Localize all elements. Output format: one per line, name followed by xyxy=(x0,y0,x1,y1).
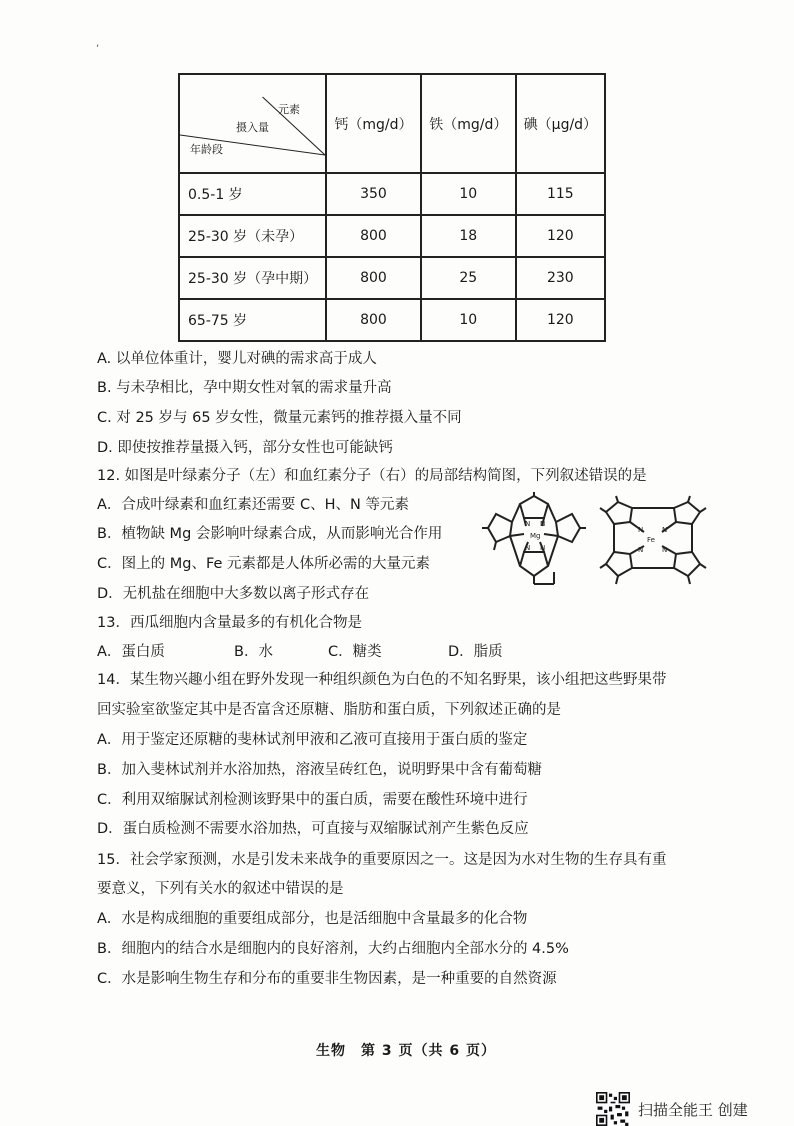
n-label: N xyxy=(525,544,531,552)
q14-option-a: A．用于鉴定还原糖的斐林试剂甲液和乙液可直接用于蛋白质的鉴定 xyxy=(97,732,528,748)
table-row xyxy=(179,173,605,215)
scanner-watermark xyxy=(596,1092,748,1126)
iodine-cell: 115 xyxy=(516,173,605,215)
n-label: N xyxy=(662,526,668,534)
n-label: N xyxy=(525,520,531,528)
iron-cell: 25 xyxy=(421,257,516,299)
n-label: N xyxy=(540,520,546,528)
q12-option-d: D．无机盐在细胞中大多数以离子形式存在 xyxy=(97,586,370,602)
q14-option-c: C．利用双缩脲试剂检测该野果中的蛋白质，需要在酸性环境中进行 xyxy=(97,792,528,808)
qr-code-icon xyxy=(596,1092,630,1126)
iron-cell: 18 xyxy=(421,215,516,257)
q15-stem-line2: 要意义，下列有关水的叙述中错误的是 xyxy=(97,881,344,897)
q11-option-c: C. 对 25 岁与 65 岁女性，微量元素钙的推荐摄入量不同 xyxy=(97,410,462,426)
iodine-cell: 230 xyxy=(516,257,605,299)
header-iodine: 碘（μg/d） xyxy=(516,74,605,173)
q12-option-b: B．植物缺 Mg 会影响叶绿素合成，从而影响光合作用 xyxy=(97,526,443,542)
q11-option-a: A. 以单位体重计，婴儿对碘的需求高于成人 xyxy=(97,351,377,367)
q14-stem-line2: 回实验室欲鉴定其中是否富含还原糖、脂肪和蛋白质，下列叙述正确的是 xyxy=(97,702,561,718)
q11-option-d: D. 即使按推荐量摄入钙，部分女性也可能缺钙 xyxy=(97,440,393,456)
header-iron: 铁（mg/d） xyxy=(421,74,516,173)
q13-option-b: B．水 xyxy=(234,644,273,660)
q13-option-d: D．脂质 xyxy=(448,644,503,660)
header-calcium: 钙（mg/d） xyxy=(326,74,421,173)
chlorophyll-structure-diagram xyxy=(480,492,588,592)
brand-label: 扫描全能王 创建 xyxy=(638,1100,748,1119)
diag-label-element: 元素 xyxy=(278,103,300,116)
n-label: N xyxy=(662,546,668,554)
page-footer: 生物 第 3 页（共 6 页） xyxy=(316,1043,496,1059)
q11-option-b: B. 与未孕相比，孕中期女性对氧的需求量升高 xyxy=(97,380,392,396)
q13-option-c: C．糖类 xyxy=(328,644,382,660)
heme-structure-diagram xyxy=(598,494,708,588)
q13-stem: 13．西瓜细胞内含量最多的有机化合物是 xyxy=(97,615,362,631)
iron-cell: 10 xyxy=(421,173,516,215)
q12-stem: 12. 如图是叶绿素分子（左）和血红素分子（右）的局部结构简图，下列叙述错误的是 xyxy=(97,468,647,484)
table-row xyxy=(179,299,605,341)
nutrient-table xyxy=(178,73,606,342)
iron-cell: 10 xyxy=(421,299,516,341)
diag-label-age: 年龄段 xyxy=(190,143,223,156)
calcium-cell: 800 xyxy=(326,299,421,341)
age-cell: 0.5-1 岁 xyxy=(179,173,326,215)
q15-option-b: B．细胞内的结合水是细胞内的良好溶剂，大约占细胞内全部水分的 4.5% xyxy=(97,941,569,957)
q14-stem-line1: 14．某生物兴趣小组在野外发现一种组织颜色为白色的不知名野果，该小组把这些野果带 xyxy=(97,672,667,688)
iodine-cell: 120 xyxy=(516,299,605,341)
mg-label: Mg xyxy=(530,532,541,540)
q15-stem-line1: 15．社会学家预测，水是引发未来战争的重要原因之一。这是因为水对生物的生存具有重 xyxy=(97,852,667,868)
diag-label-intake: 摄入量 xyxy=(236,121,269,134)
q14-option-d: D．蛋白质检测不需要水浴加热，可直接与双缩脲试剂产生紫色反应 xyxy=(97,821,529,837)
age-cell: 25-30 岁（未孕） xyxy=(179,215,326,257)
table-row xyxy=(179,257,605,299)
calcium-cell: 800 xyxy=(326,215,421,257)
q15-option-c: C．水是影响生物生存和分布的重要非生物因素，是一种重要的自然资源 xyxy=(97,971,557,987)
age-cell: 65-75 岁 xyxy=(179,299,326,341)
calcium-cell: 350 xyxy=(326,173,421,215)
q12-option-c: C．图上的 Mg、Fe 元素都是人体所必需的大量元素 xyxy=(97,556,431,572)
q12-option-a: A．合成叶绿素和血红素还需要 C、H、N 等元素 xyxy=(97,497,410,513)
diagonal-header-cell xyxy=(179,74,326,173)
age-cell: 25-30 岁（孕中期） xyxy=(179,257,326,299)
q14-option-b: B．加入斐林试剂并水浴加热，溶液呈砖红色，说明野果中含有葡萄糖 xyxy=(97,762,542,778)
q13-option-a: A．蛋白质 xyxy=(97,644,165,660)
fe-label: Fe xyxy=(647,536,655,544)
calcium-cell: 800 xyxy=(326,257,421,299)
iodine-cell: 120 xyxy=(516,215,605,257)
q15-option-a: A．水是构成细胞的重要组成部分，也是活细胞中含量最多的化合物 xyxy=(97,911,528,927)
n-label: N xyxy=(638,546,644,554)
table-row xyxy=(179,215,605,257)
n-label: N xyxy=(540,544,546,552)
table-header-row xyxy=(179,74,605,173)
n-label: N xyxy=(638,526,644,534)
scan-mark: , xyxy=(96,38,100,49)
